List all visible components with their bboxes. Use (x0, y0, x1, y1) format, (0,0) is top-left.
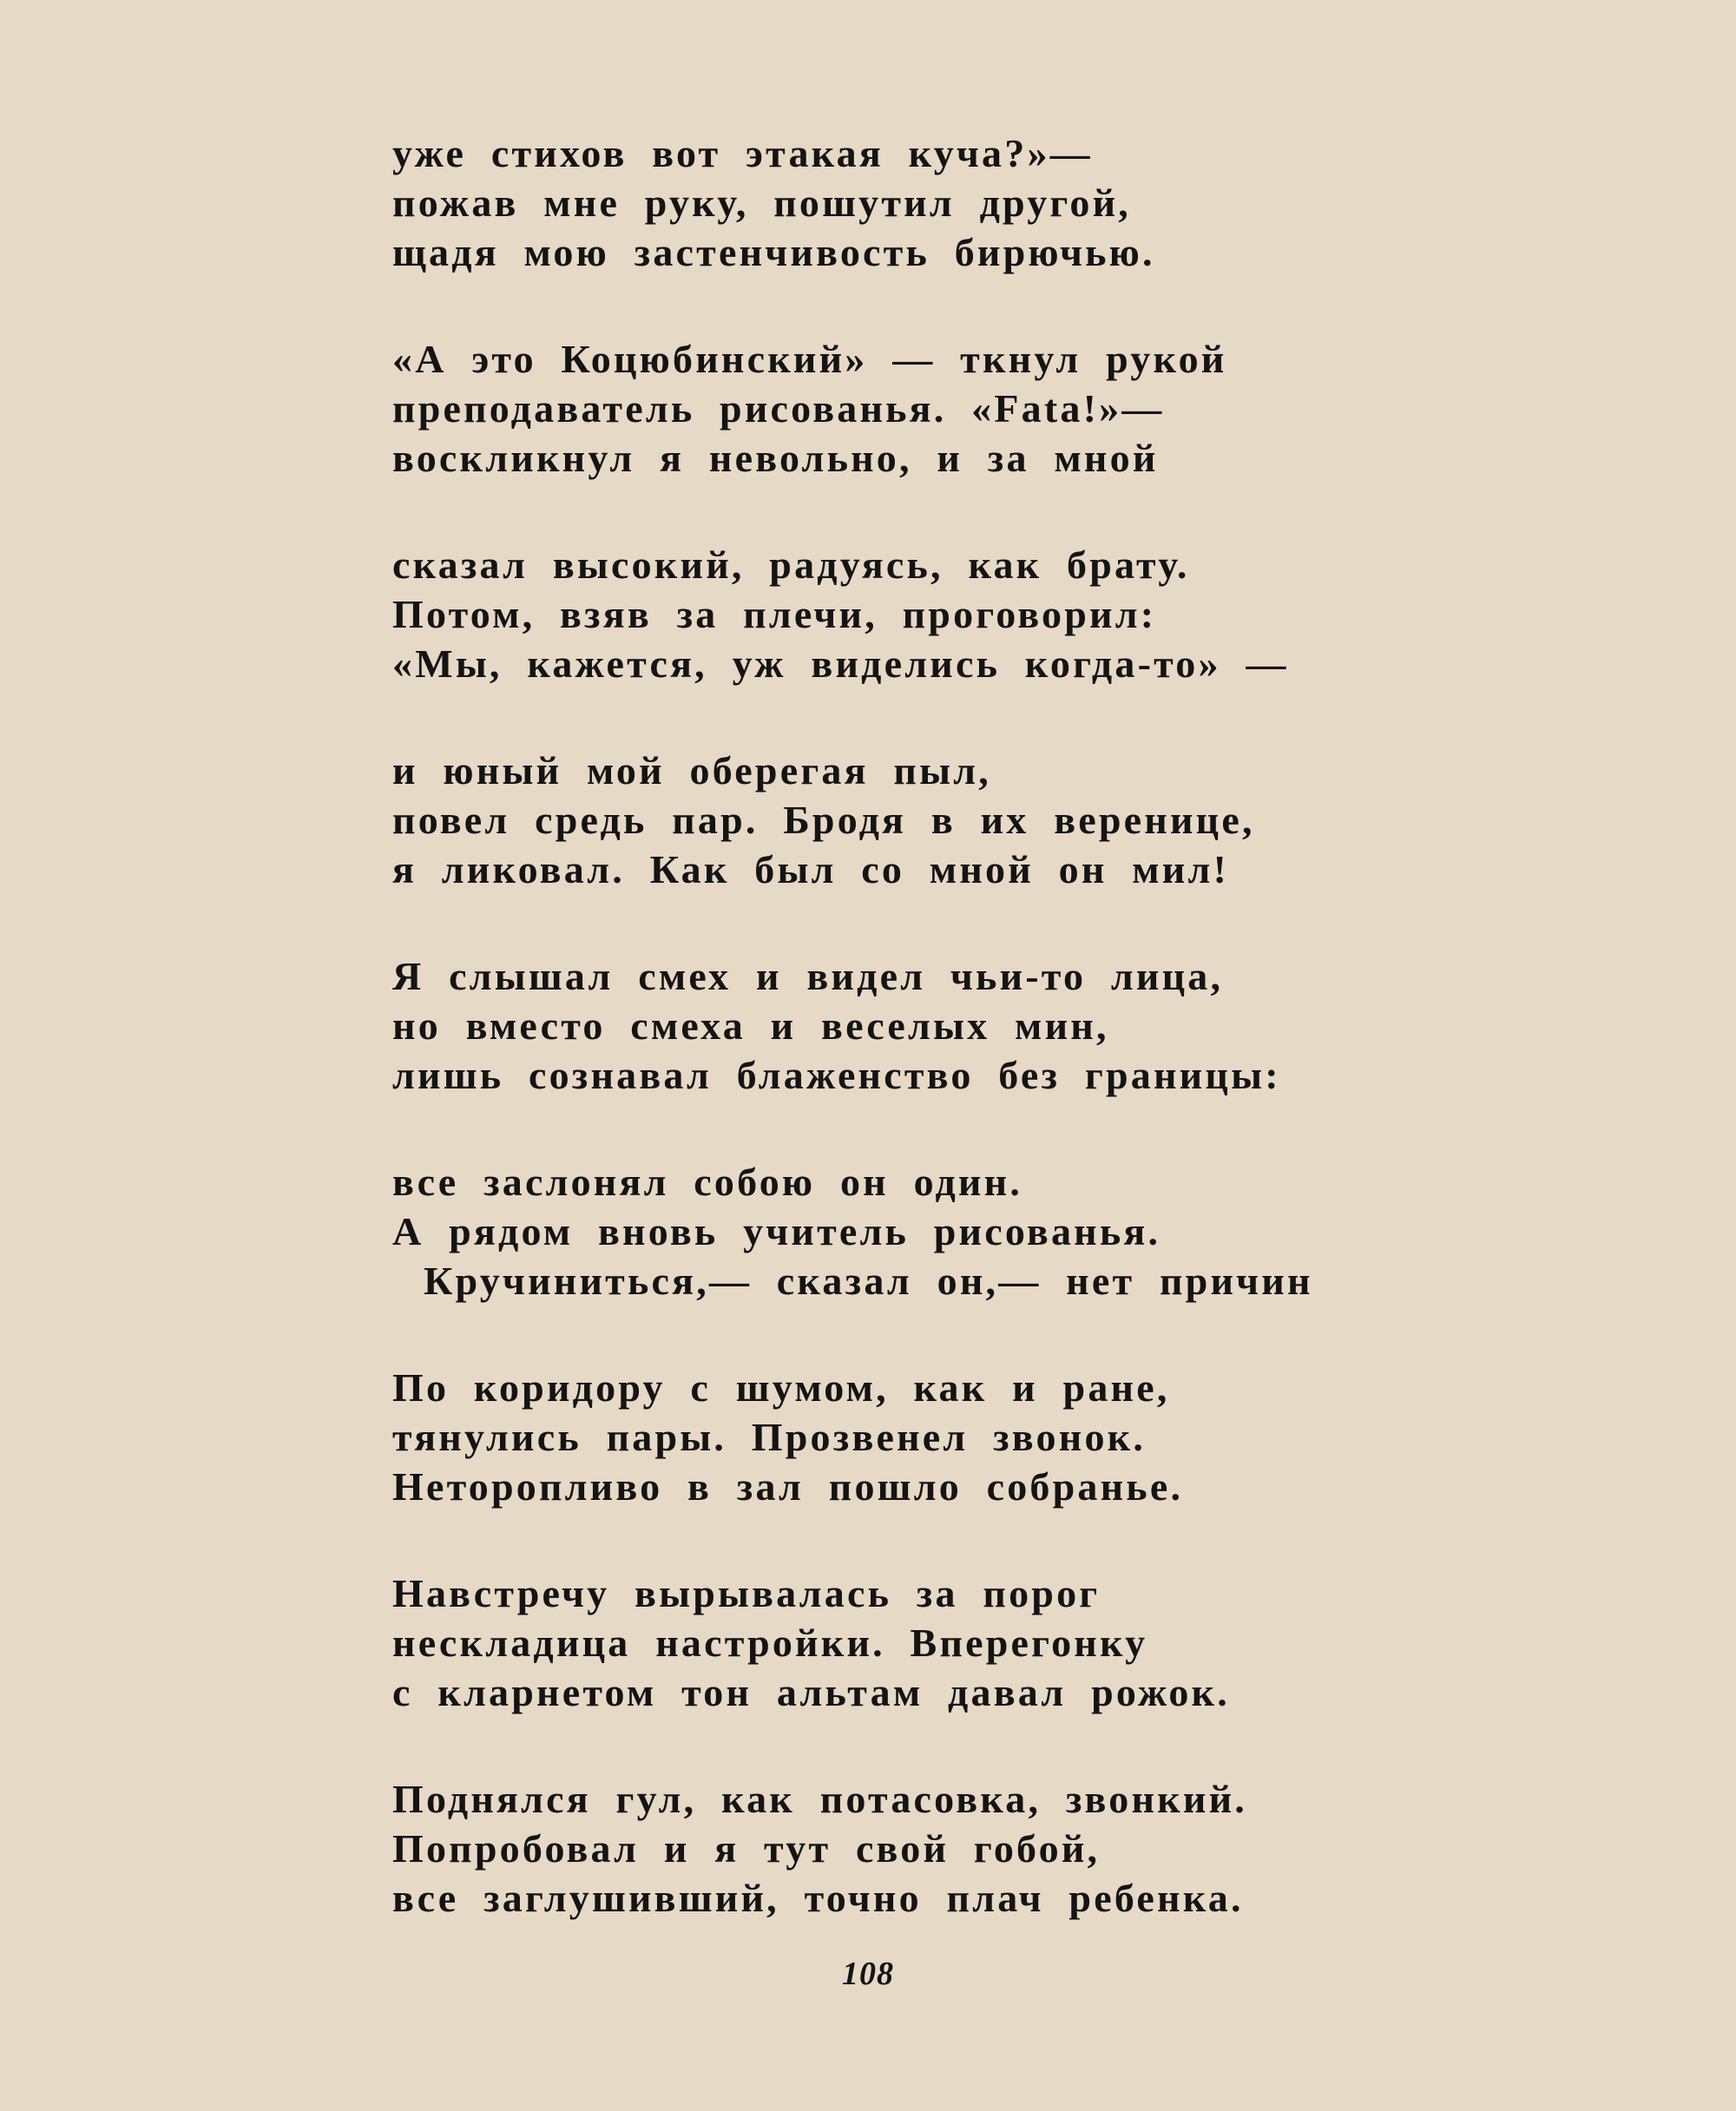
poem-line: все заслонял собою он один. (392, 1160, 1023, 1204)
poem-line: воскликнул я невольно, и за мной (392, 436, 1159, 480)
poem-line: Потом, взяв за плечи, проговорил: (392, 592, 1157, 636)
stanza-5 (392, 951, 1477, 1100)
stanza-8 (392, 1568, 1477, 1717)
poem-line: Кручиниться,— сказал он,— нет причин (424, 1259, 1313, 1303)
stanza-6 (392, 1157, 1477, 1305)
poem-body (392, 128, 1477, 1980)
poem-line: преподаватель рисованья. «Fata!»— (392, 386, 1165, 431)
stanza-7 (392, 1363, 1477, 1511)
poem-line: все заглушивший, точно плач ребенка. (392, 1876, 1244, 1920)
poem-line: повел средь пар. Бродя в их веренице, (392, 798, 1255, 842)
stanza-3 (392, 540, 1477, 688)
stanza-9 (392, 1774, 1477, 1923)
poem-line: Попробовал и я тут свой гобой, (392, 1826, 1101, 1871)
poem-line: и юный мой оберегая пыл, (392, 748, 991, 792)
stanza-1 (392, 128, 1477, 277)
poem-line: Неторопливо в зал пошло собранье. (392, 1464, 1184, 1509)
poem-line: пожав мне руку, пошутил другой, (392, 181, 1131, 225)
poem-line: Навстречу вырывалась за порог (392, 1571, 1101, 1615)
poem-line: По коридору с шумом, как и ране, (392, 1365, 1170, 1410)
poem-line: Поднялся гул, как потасовка, звонкий. (392, 1777, 1247, 1821)
poem-line: лишь сознавал блаженство без границы: (392, 1053, 1281, 1097)
poem-line: Я слышал смех и видел чьи-то лица, (392, 954, 1224, 998)
poem-line: «А это Коцюбинский» — ткнул рукой (392, 337, 1227, 381)
poem-line: сказал высокий, радуясь, как брату. (392, 543, 1190, 587)
poem-line: тянулись пары. Прозвенел звонок. (392, 1415, 1147, 1459)
stanza-4 (392, 746, 1477, 894)
poem-line: А рядом вновь учитель рисованья. (392, 1209, 1161, 1253)
poem-line: щадя мою застенчивость бирючью. (392, 230, 1155, 274)
poem-line: но вместо смеха и веселых мин, (392, 1003, 1109, 1048)
poem-line: нескладица настройки. Вперегонку (392, 1621, 1148, 1665)
stanza-2 (392, 334, 1477, 483)
poem-line: уже стихов вот этакая куча?»— (392, 131, 1093, 175)
poem-line: «Мы, кажется, уж виделись когда-то» — (392, 641, 1289, 686)
poem-line: я ликовал. Как был со мной он мил! (392, 847, 1230, 891)
poem-line: с кларнетом тон альтам давал рожок. (392, 1670, 1230, 1714)
page-number: 108 (842, 1956, 894, 1992)
